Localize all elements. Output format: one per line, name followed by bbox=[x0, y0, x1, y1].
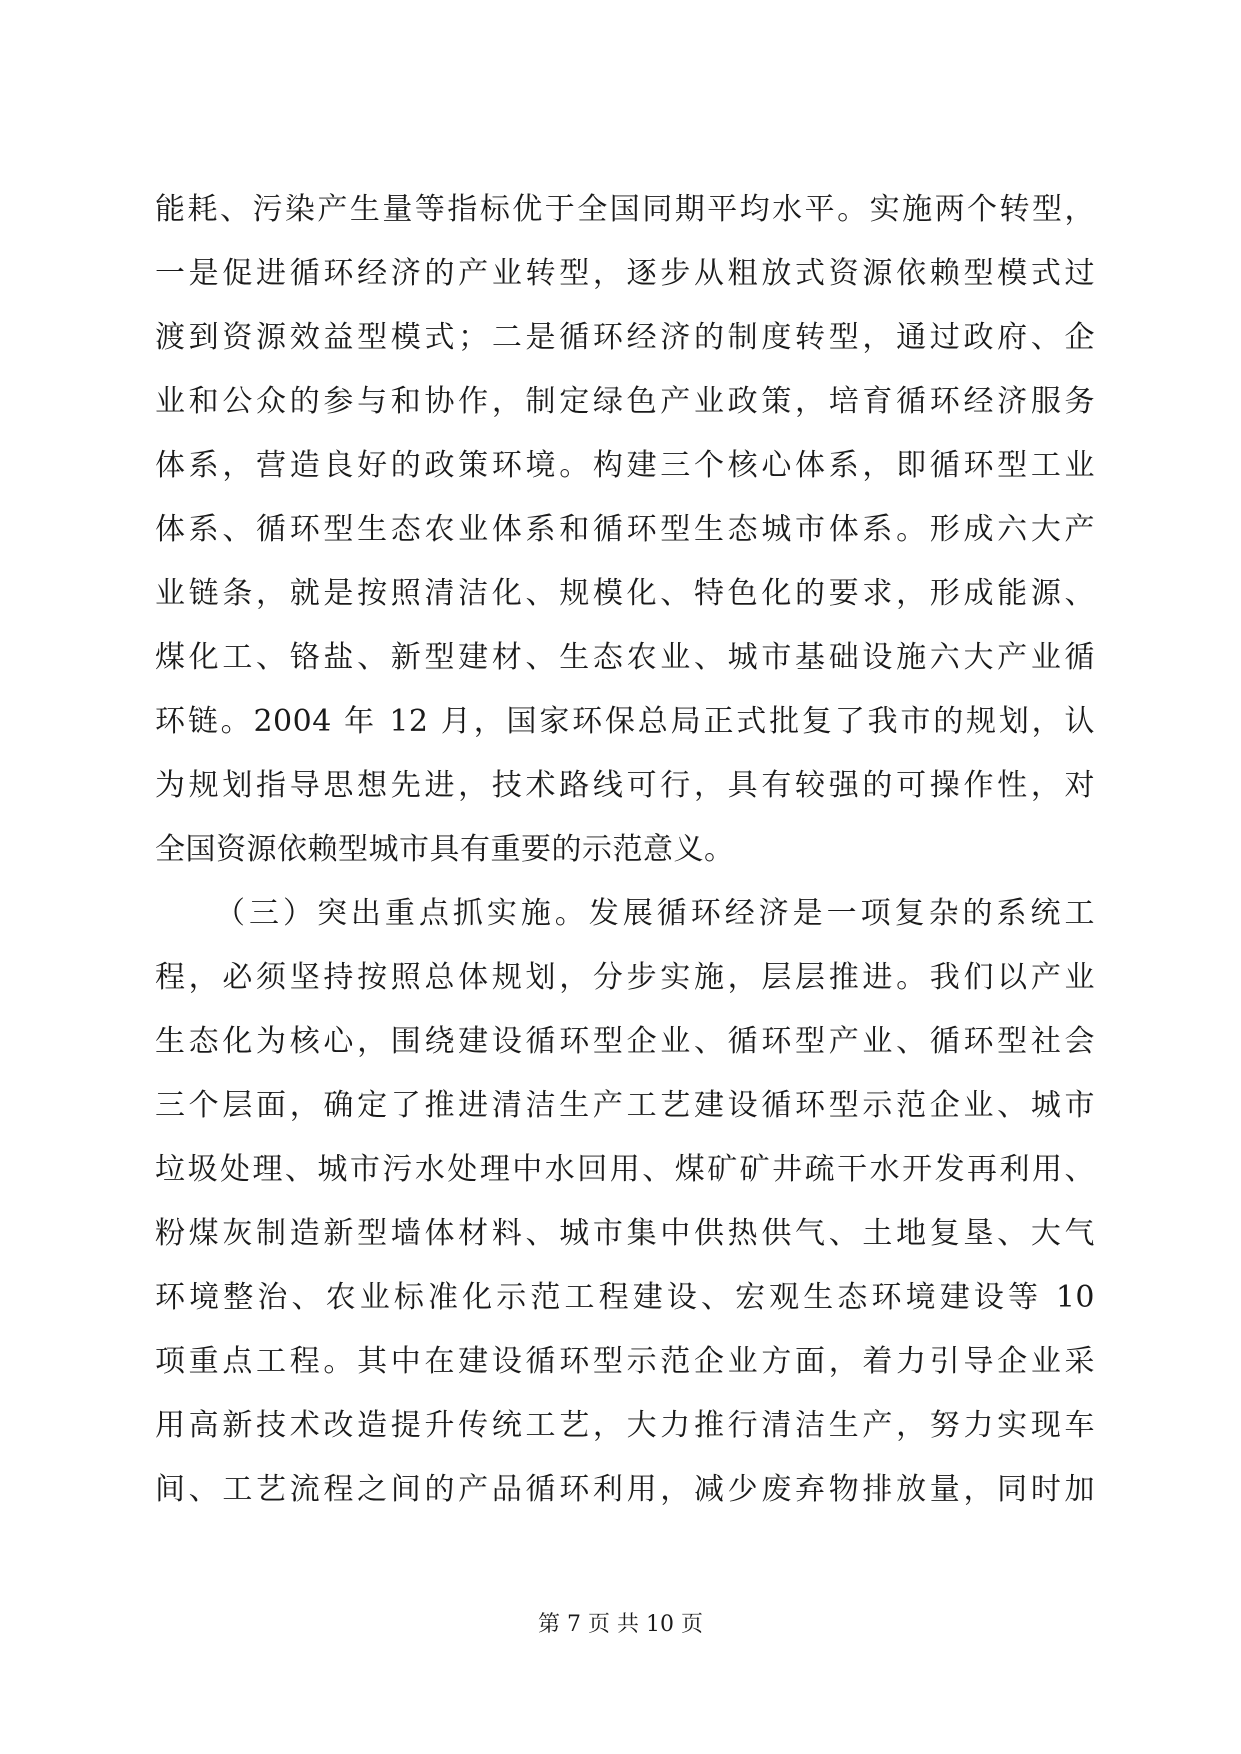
text-line: 粉煤灰制造新型墙体材料、城市集中供热供气、土地复垦、大气 bbox=[155, 1216, 1095, 1251]
paragraph-1 bbox=[155, 178, 1095, 882]
text-line: 为规划指导思想先进，技术路线可行，具有较强的可操作性，对 bbox=[155, 768, 1095, 803]
text-line: 煤化工、铬盐、新型建材、生态农业、城市基础设施六大产业循 bbox=[155, 640, 1095, 675]
text-line: 用高新技术改造提升传统工艺，大力推行清洁生产，努力实现车 bbox=[155, 1408, 1095, 1443]
text-line: 三个层面，确定了推进清洁生产工艺建设循环型示范企业、城市 bbox=[155, 1088, 1095, 1123]
text-line: 体系、循环型生态农业体系和循环型生态城市体系。形成六大产 bbox=[155, 512, 1095, 547]
text-line: 全国资源依赖型城市具有重要的示范意义。 bbox=[155, 832, 735, 867]
text-line: （三）突出重点抓实施。发展循环经济是一项复杂的系统工 bbox=[215, 896, 1095, 931]
paragraph-2 bbox=[155, 882, 1095, 1522]
text-line: 项重点工程。其中在建设循环型示范企业方面，着力引导企业采 bbox=[155, 1344, 1095, 1379]
text-line: 一是促进循环经济的产业转型，逐步从粗放式资源依赖型模式过 bbox=[155, 256, 1095, 291]
text-line: 能耗、污染产生量等指标优于全国同期平均水平。实施两个转型， bbox=[155, 192, 1095, 227]
text-line: 环链。2004 年 12 月，国家环保总局正式批复了我市的规划，认 bbox=[155, 704, 1095, 739]
text-line: 程，必须坚持按照总体规划，分步实施，层层推进。我们以产业 bbox=[155, 960, 1095, 995]
page-number-label: 第 7 页 共 10 页 bbox=[538, 1612, 703, 1637]
text-line: 间、工艺流程之间的产品循环利用，减少废弃物排放量，同时加 bbox=[155, 1472, 1095, 1507]
text-line: 环境整治、农业标准化示范工程建设、宏观生态环境建设等 10 bbox=[155, 1280, 1095, 1315]
text-line: 渡到资源效益型模式；二是循环经济的制度转型，通过政府、企 bbox=[155, 320, 1095, 355]
text-line: 垃圾处理、城市污水处理中水回用、煤矿矿井疏干水开发再利用、 bbox=[155, 1152, 1095, 1187]
text-line: 生态化为核心，围绕建设循环型企业、循环型产业、循环型社会 bbox=[155, 1024, 1095, 1059]
text-line: 体系，营造良好的政策环境。构建三个核心体系，即循环型工业 bbox=[155, 448, 1095, 483]
page-footer bbox=[0, 1610, 1241, 1640]
text-line: 业链条，就是按照清洁化、规模化、特色化的要求，形成能源、 bbox=[155, 576, 1095, 611]
body-text bbox=[155, 178, 1095, 1522]
text-line: 业和公众的参与和协作，制定绿色产业政策，培育循环经济服务 bbox=[155, 384, 1095, 419]
